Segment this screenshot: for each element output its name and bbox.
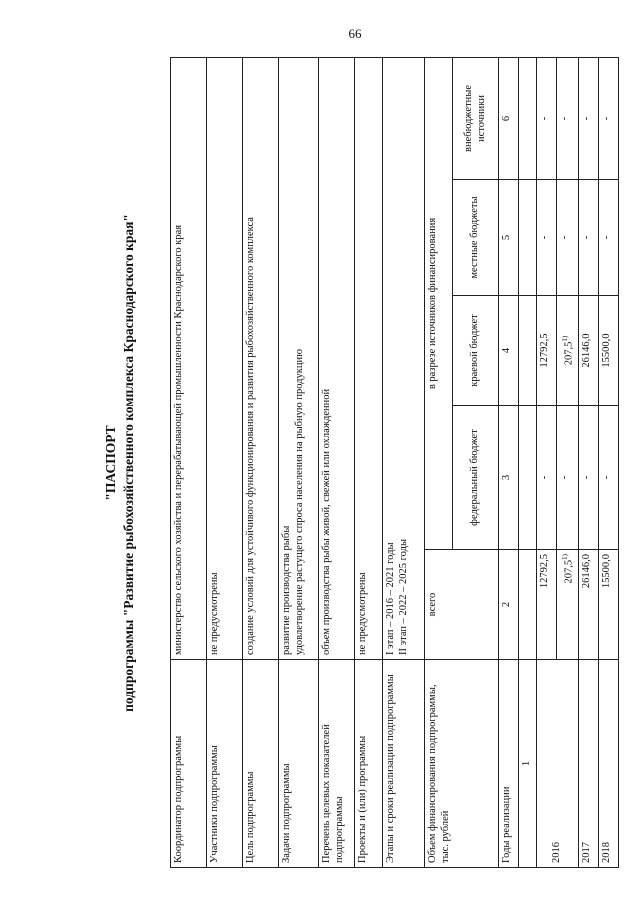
label-projects: Проекты и (или) программы [355,660,383,868]
table-row [598,57,618,867]
col-number-6: 6 [499,57,519,179]
stage-2: II этап – 2022 – 2025 годы [397,539,409,655]
row-participants [207,57,243,867]
funding-total-header: всего [425,550,499,660]
total-cell: 15500,0 [598,550,618,660]
year-cell: 2016 [536,660,578,868]
col-number-5: 5 [499,180,519,296]
regional-cell: 26146,0 [578,296,598,406]
value-goal: создание условий для устойчивого функционирования и развития рыбохозяйственного комплекса [243,57,279,659]
col-number-1: 1 [519,660,537,868]
year-cell: 2018 [598,660,618,868]
label-funding: Объем финансирования подпрограммы, тыс. рублей [425,660,499,868]
year-cell: 2017 [578,660,598,868]
col-number-4: 4 [499,296,519,406]
total-cell: 207,5$^{1)}$ [556,550,578,660]
federal-cell: - [578,406,598,550]
regional-cell: 12792,5 [536,296,556,406]
value-indicators: объем производства рыбы живой, свежей или охлажденной [319,57,355,659]
label-stages: Этапы и сроки реализации подпрограммы [383,660,425,868]
value-coordinator: министерство сельского хозяйства и перерабатывающей промышленности Краснодарского края [171,57,207,659]
value-tasks [279,57,319,659]
label-goal: Цель подпрограммы [243,660,279,868]
local-cell: - [556,180,578,296]
federal-cell: - [556,406,578,550]
extra-cell: - [598,57,618,179]
header-local: местные бюджеты [453,180,499,296]
task-item-2: удовлетворение растущего спроса населения на рыбную продукцию [293,349,305,655]
extra-cell: - [556,57,578,179]
task-item-1: развитие производства рыбы [281,525,292,655]
local-cell: - [598,180,618,296]
value-stages [383,57,425,659]
extra-cell: - [536,57,556,179]
local-cell: - [536,180,556,296]
stage-1: I этап – 2016 – 2021 годы [385,542,396,655]
table-row [536,57,556,867]
row-col-number-1 [519,57,537,867]
row-goal [243,57,279,867]
col-number-3: 3 [499,406,519,550]
federal-cell: - [598,406,618,550]
label-coordinator: Координатор подпрограммы [171,660,207,868]
label-participants: Участники подпрограммы [207,660,243,868]
row-indicators [319,57,355,867]
rotated-passport-page [100,58,610,868]
row-stages [383,57,425,867]
federal-cell: - [536,406,556,550]
row-coordinator [171,57,207,867]
extra-cell: - [578,57,598,179]
row-projects [355,57,383,867]
label-indicators: Перечень целевых показателей подпрограммы [319,660,355,868]
local-cell: - [578,180,598,296]
regional-cell: 207,5$^{1)}$ [556,296,578,406]
page-number: 66 [348,26,362,41]
funding-sources-header: в разрезе источников финансирования [425,57,453,549]
row-funding [425,57,453,867]
label-tasks: Задачи подпрограммы [279,660,319,868]
value-participants: не предусмотрены [207,57,243,659]
header-extra: внебюджетные источники [453,57,499,179]
header-regional: краевой бюджет [453,296,499,406]
row-years-header [499,57,519,867]
document-title: "ПАСПОРТ [103,425,118,501]
total-cell: 12792,5 [536,550,556,660]
header-federal: федеральный бюджет [453,406,499,550]
col-number-2: 2 [499,550,519,660]
table-row [578,57,598,867]
passport-table [170,57,619,868]
regional-cell: 15500,0 [598,296,618,406]
header-years: Годы реализации [499,660,519,868]
value-projects: не предусмотрены [355,57,383,659]
title-block [100,58,158,868]
total-cell: 26146,0 [578,550,598,660]
row-tasks [279,57,319,867]
document-subtitle: подпрограммы "Развитие рыбохозяйственного комплекса Краснодарского края" [121,214,136,712]
